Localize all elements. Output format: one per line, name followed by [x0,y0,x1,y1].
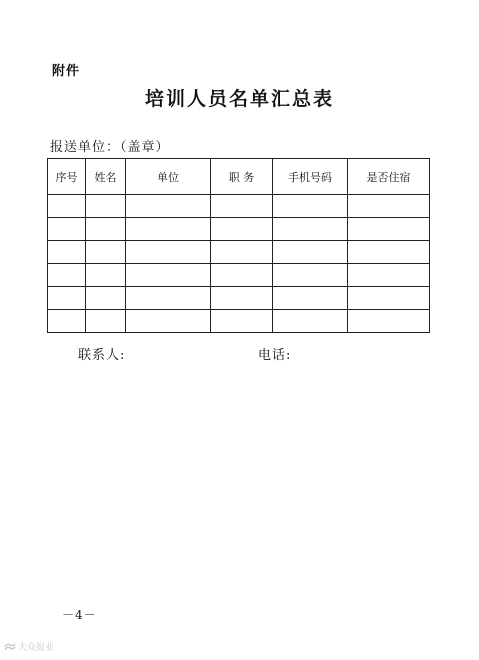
table-cell [126,241,211,264]
table-cell [48,218,86,241]
document-title: 培训人员名单汇总表 [144,88,334,110]
table-cell [348,310,430,333]
watermark-logo-icon [4,642,16,652]
watermark-text: 大众报业 [18,643,55,653]
table-cell [126,195,211,218]
table-cell [86,287,126,310]
watermark [4,640,54,653]
table-row [48,241,430,264]
phone-label: 电话: [258,348,292,363]
table-cell [48,264,86,287]
table-cell [48,310,86,333]
contact-person-label: 联系人: [78,348,126,363]
table-cell [48,241,86,264]
column-header-name: 姓名 [86,159,126,195]
table-cell [348,264,430,287]
table-cell [348,241,430,264]
table-header-row [48,159,430,195]
table-cell [86,310,126,333]
column-header-accommodation: 是否住宿 [348,159,430,195]
table-row [48,195,430,218]
table-cell [348,195,430,218]
table-cell [126,264,211,287]
page-number: －4－ [62,608,97,622]
table-cell [211,218,273,241]
table-body [48,195,430,333]
table-cell [48,287,86,310]
column-header-unit: 单位 [126,159,211,195]
table-cell [273,218,348,241]
table-cell [211,310,273,333]
table-row [48,310,430,333]
column-header-serial: 序号 [48,159,86,195]
table-cell [126,287,211,310]
table-cell [86,264,126,287]
table-cell [86,241,126,264]
table-cell [273,195,348,218]
column-header-position: 职 务 [211,159,273,195]
trainee-roster-table [47,158,430,333]
table-cell [273,241,348,264]
table-row [48,264,430,287]
table-cell [211,241,273,264]
attachment-label: 附件 [52,64,81,79]
table-cell [211,195,273,218]
table-cell [273,287,348,310]
table-cell [273,310,348,333]
table-cell [86,195,126,218]
table-cell [273,264,348,287]
table-cell [211,287,273,310]
column-header-mobile: 手机号码 [273,159,348,195]
table-cell [86,218,126,241]
submit-unit-label: 报送单位：（盖章） [50,140,170,155]
table-row [48,287,430,310]
table-cell [126,310,211,333]
table-cell [126,218,211,241]
table-row [48,218,430,241]
table-cell [211,264,273,287]
table-cell [348,218,430,241]
table-cell [48,195,86,218]
table-cell [348,287,430,310]
